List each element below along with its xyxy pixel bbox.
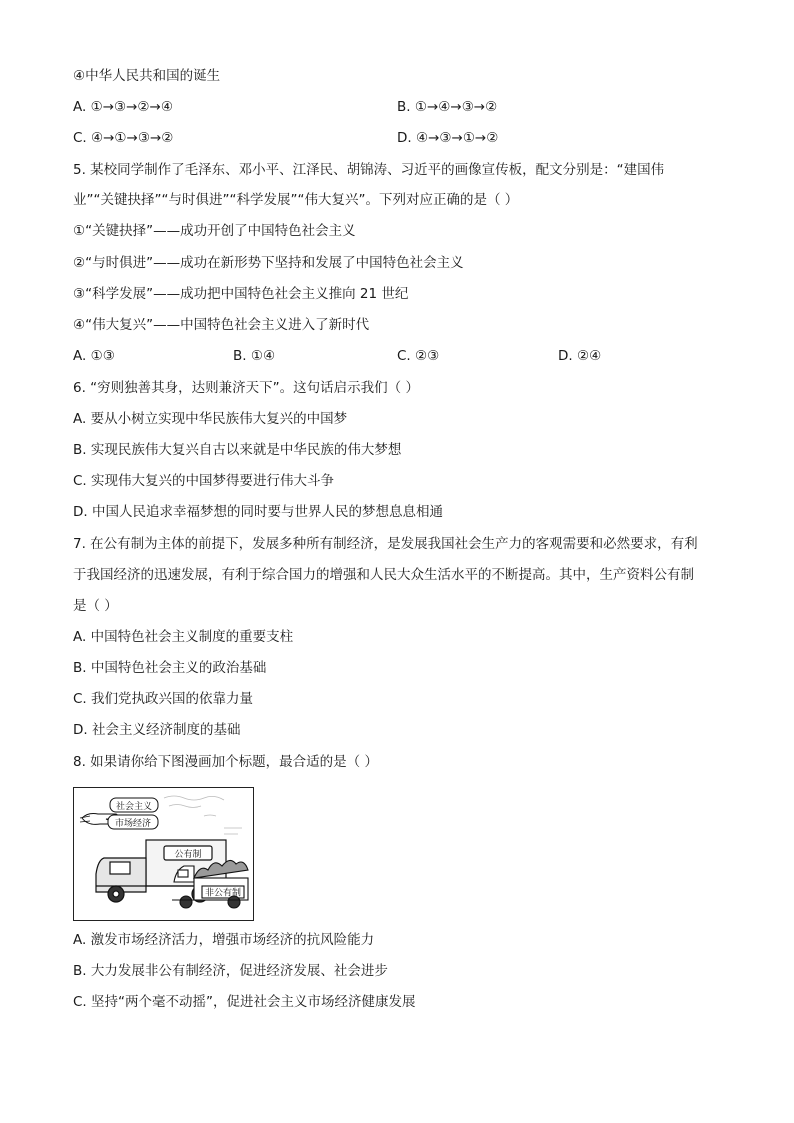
q8-option-b: B. 大力发展非公有制经济，促进经济发展、社会进步 [73, 963, 388, 979]
q5-option-d-text: ②④ [576, 348, 602, 364]
q5-option-c [397, 346, 439, 366]
q4-option-d [397, 128, 498, 148]
q7-option-d: D. 社会主义经济制度的基础 [73, 722, 241, 738]
q4-option-d-letter: D. [397, 130, 412, 146]
q6-option-c: C. 实现伟大复兴的中国梦得要进行伟大斗争 [73, 473, 335, 489]
q5-option-b-letter: B. [233, 348, 247, 364]
q6-stem: 6. “穷则独善其身，达则兼济天下”。这句话启示我们（ ） [73, 380, 419, 396]
q7-stem-line-2: 于我国经济的迅速发展，有利于综合国力的增强和人民大众生活水平的不断提高。其中，生产资料公有制 [73, 567, 694, 583]
q5-option-a-text: ①③ [90, 348, 115, 364]
q4-option-c [73, 128, 173, 148]
big-truck-label: 公有制 [174, 850, 202, 860]
q4-option-c-letter: C. [73, 130, 87, 146]
q4-option-b [397, 97, 497, 117]
q4-option-a-letter: A. [73, 99, 87, 115]
q4-option-b-letter: B. [397, 99, 411, 115]
q4-option-a [73, 97, 173, 117]
q5-stem-line-2: 业”“关键抉择”“与时俱进”“科学发展”“伟大复兴”。下列对应正确的是（ ） [73, 192, 519, 208]
q5-option-d [558, 346, 601, 366]
q5-item-4: ④“伟大复兴”——中国特色社会主义进入了新时代 [73, 317, 370, 333]
q5-option-c-text: ②③ [415, 348, 440, 364]
cartoon-sign-line-1: 社会主义 [115, 802, 153, 812]
q7-option-a: A. 中国特色社会主义制度的重要支柱 [73, 629, 294, 645]
q4-option-c-text: ④→①→③→② [91, 130, 174, 146]
q6-option-d: D. 中国人民追求幸福梦想的同时要与世界人民的梦想息息相通 [73, 504, 443, 520]
q5-item-2: ②“与时俱进”——成功在新形势下坚持和发展了中国特色社会主义 [73, 255, 464, 271]
q5-stem-line-1: 5. 某校同学制作了毛泽东、邓小平、江泽民、胡锦涛、习近平的画像宣传板，配文分别是：“建国伟 [73, 162, 665, 178]
q5-option-b-text: ①④ [250, 348, 276, 364]
q8-option-c: C. 坚持“两个毫不动摇”，促进社会主义市场经济健康发展 [73, 994, 416, 1010]
q6-option-a: A. 要从小树立实现中华民族伟大复兴的中国梦 [73, 411, 348, 427]
q4-option-a-text: ①→③→②→④ [90, 99, 173, 115]
q5-item-3: ③“科学发展”——成功把中国特色社会主义推向 21 世纪 [73, 286, 409, 302]
pointing-hand-sign [80, 798, 158, 829]
q7-stem-line-1: 7. 在公有制为主体的前提下，发展多种所有制经济，是发展我国社会生产力的客观需要和必然要求，有利 [73, 536, 698, 552]
cartoon-sign-line-2: 市场经济 [114, 819, 152, 829]
small-truck-label: 非公有制 [204, 888, 242, 899]
q5-option-a-letter: A. [73, 348, 87, 364]
q8-stem: 8. 如果请你给下图漫画加个标题，最合适的是（ ） [73, 754, 378, 770]
q8-option-a: A. 激发市场经济活力，增强市场经济的抗风险能力 [73, 932, 375, 948]
q5-item-1: ①“关键抉择”——成功开创了中国特色社会主义 [73, 223, 356, 239]
cartoon-drawing [74, 788, 253, 920]
q7-option-b: B. 中国特色社会主义的政治基础 [73, 660, 267, 676]
background-sketch [164, 796, 242, 834]
q7-stem-line-3: 是（ ） [73, 598, 118, 614]
q5-option-c-letter: C. [397, 348, 411, 364]
q4-option-d-text: ④→③→①→② [415, 130, 499, 146]
q4-option-b-text: ①→④→③→② [414, 99, 498, 115]
q5-option-b [233, 346, 275, 366]
q5-option-d-letter: D. [558, 348, 573, 364]
q4-item-4: ④中华人民共和国的诞生 [73, 68, 221, 84]
q8-cartoon-image [73, 787, 254, 921]
q7-option-c: C. 我们党执政兴国的依靠力量 [73, 691, 254, 707]
q6-option-b: B. 实现民族伟大复兴自古以来就是中华民族的伟大梦想 [73, 442, 402, 458]
q5-option-a [73, 346, 115, 366]
